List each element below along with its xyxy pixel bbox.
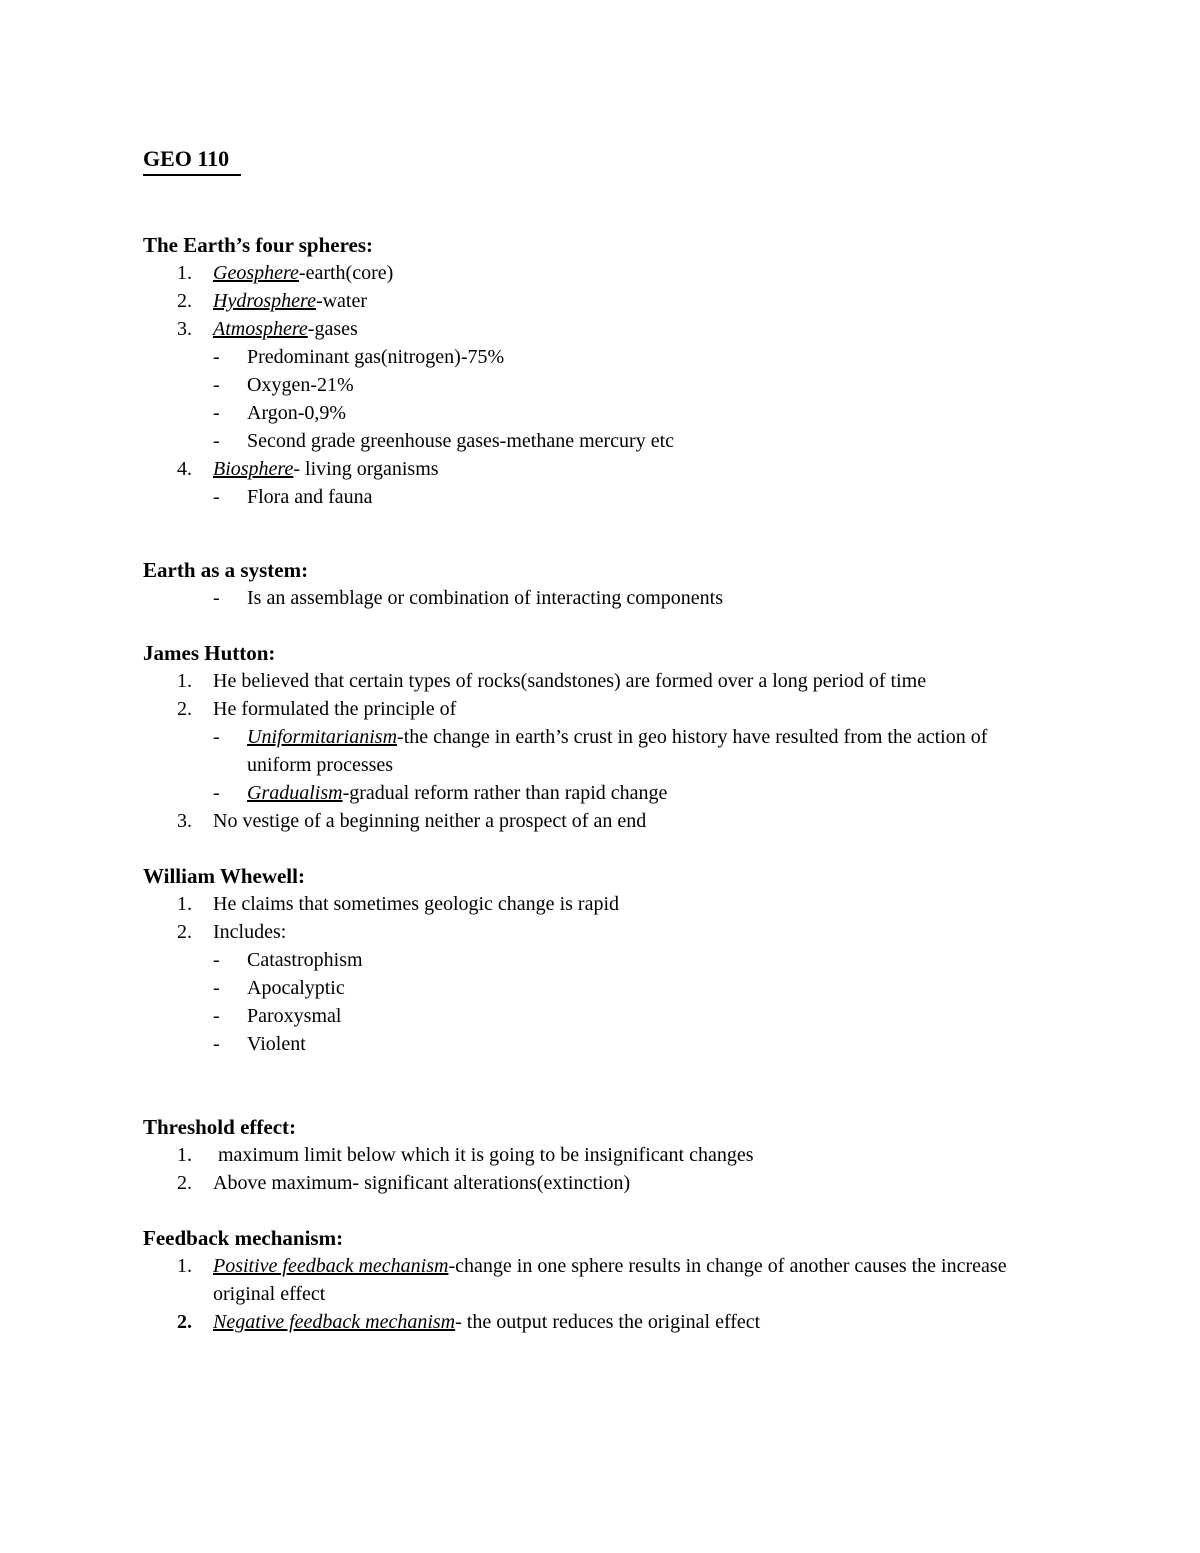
list-marker: 2. — [177, 698, 192, 720]
list-item — [143, 779, 1053, 807]
list-item — [143, 315, 1053, 343]
list-item-text — [247, 1030, 1053, 1058]
item-text: No vestige of a beginning neither a prospect of an end — [213, 810, 647, 832]
list-item-text — [247, 779, 1053, 807]
section-earth-four-spheres — [143, 231, 1053, 511]
list-item-text — [247, 1002, 1053, 1030]
item-text: Predominant gas(nitrogen)-75% — [247, 346, 505, 368]
section-heading: Feedback mechanism: — [143, 1226, 344, 1250]
list-marker: - — [213, 977, 220, 999]
section-earth-as-a-system — [143, 556, 1053, 612]
list-item-text — [213, 1308, 1053, 1336]
term-geosphere: Geosphere — [213, 262, 299, 284]
item-text: - living organisms — [293, 458, 439, 480]
list-item-text — [247, 343, 1053, 371]
list-marker: 2. — [177, 1172, 192, 1194]
list-marker: 3. — [177, 318, 192, 340]
list-item-text — [247, 974, 1053, 1002]
list-item-text — [213, 315, 1053, 343]
item-text: He formulated the principle of — [213, 698, 457, 720]
list-item-text — [213, 918, 1053, 946]
list-marker: 2. — [177, 290, 192, 312]
page-title-text: GEO 110 — [143, 145, 241, 176]
term-positive-feedback-mechanism: Positive feedback mechanism — [213, 1255, 449, 1277]
section-feedback-mechanism — [143, 1224, 1053, 1336]
list-item — [143, 1002, 1053, 1030]
list-item — [143, 1169, 1053, 1197]
section-heading: James Hutton: — [143, 641, 276, 665]
section-heading: The Earth’s four spheres: — [143, 233, 374, 257]
list-item — [143, 918, 1053, 946]
list-marker: - — [213, 346, 220, 368]
list-item-text — [213, 807, 1053, 835]
item-text: Is an assemblage or combination of interacting components — [247, 587, 723, 609]
term-uniformitarianism: Uniformitarianism — [247, 726, 398, 748]
item-text: -the change in earth’s crust in geo history have resulted from the action of uniform processes — [247, 726, 988, 776]
list-marker: - — [213, 1005, 220, 1027]
list-marker: - — [213, 726, 220, 748]
item-text: -gradual reform rather than rapid change — [342, 782, 668, 804]
list-marker: - — [213, 486, 220, 508]
item-text: Flora and fauna — [247, 486, 373, 508]
item-text: Includes: — [213, 921, 287, 943]
list-marker: 2. — [177, 1311, 192, 1333]
list-item — [143, 427, 1053, 455]
list-item-text — [247, 584, 1053, 612]
list-item — [143, 343, 1053, 371]
list-marker: - — [213, 374, 220, 396]
list-marker: 1. — [177, 893, 192, 915]
item-text: Catastrophism — [247, 949, 363, 971]
list-item — [143, 890, 1053, 918]
list-item — [143, 483, 1053, 511]
section-threshold-effect — [143, 1113, 1053, 1197]
list-item — [143, 946, 1053, 974]
list-item — [143, 584, 1053, 612]
item-text: Above maximum- significant alterations(extinction) — [213, 1172, 631, 1194]
list-marker: - — [213, 949, 220, 971]
list-item-text — [213, 1169, 1053, 1197]
item-text: Oxygen-21% — [247, 374, 354, 396]
term-biosphere: Biosphere — [213, 458, 294, 480]
item-text: maximum limit below which it is going to be insignificant changes — [213, 1144, 754, 1166]
item-text: - the output reduces the original effect — [455, 1311, 761, 1333]
item-text: Violent — [247, 1033, 306, 1055]
list-item — [143, 1030, 1053, 1058]
list-item-text — [213, 667, 1053, 695]
list-marker: - — [213, 402, 220, 424]
list-item — [143, 1252, 1053, 1308]
list-marker: - — [213, 782, 220, 804]
item-text: -earth(core) — [298, 262, 394, 284]
list-marker: 1. — [177, 1255, 192, 1277]
item-text: Second grade greenhouse gases-methane mercury etc — [247, 430, 675, 452]
list-item — [143, 1308, 1053, 1336]
list-item — [143, 974, 1053, 1002]
list-marker: - — [213, 430, 220, 452]
term-gradualism: Gradualism — [247, 782, 343, 804]
term-atmosphere: Atmosphere — [213, 318, 308, 340]
page-title — [143, 145, 1053, 176]
list-item-text — [213, 890, 1053, 918]
list-item — [143, 807, 1053, 835]
item-text: Apocalyptic — [247, 977, 345, 999]
list-item — [143, 455, 1053, 483]
list-marker: 1. — [177, 262, 192, 284]
list-item — [143, 287, 1053, 315]
list-marker: 2. — [177, 921, 192, 943]
list-item-text — [213, 287, 1053, 315]
list-item — [143, 723, 1053, 779]
item-text: He believed that certain types of rocks(sandstones) are formed over a long period of time — [213, 670, 927, 692]
section-heading: Threshold effect: — [143, 1115, 296, 1139]
list-item-text — [213, 455, 1053, 483]
list-item-text — [247, 723, 1053, 779]
list-item-text — [213, 1252, 1053, 1308]
list-item — [143, 1141, 1053, 1169]
item-text: He claims that sometimes geologic change is rapid — [213, 893, 619, 915]
list-item-text — [247, 483, 1053, 511]
list-marker: - — [213, 1033, 220, 1055]
term-negative-feedback-mechanism: Negative feedback mechanism — [213, 1311, 456, 1333]
list-item — [143, 371, 1053, 399]
section-william-whewell — [143, 862, 1053, 1058]
item-text: -change in one sphere results in change of another causes the increase original effect — [213, 1255, 1007, 1305]
section-james-hutton — [143, 639, 1053, 835]
item-text: Argon-0,9% — [247, 402, 347, 424]
item-text: Paroxysmal — [247, 1005, 342, 1027]
list-marker: 3. — [177, 810, 192, 832]
item-text: -gases — [307, 318, 358, 340]
list-item-text — [247, 946, 1053, 974]
list-item-text — [213, 259, 1053, 287]
section-heading: William Whewell: — [143, 864, 305, 888]
list-item-text — [247, 371, 1053, 399]
list-item — [143, 695, 1053, 723]
section-heading: Earth as a system: — [143, 558, 309, 582]
list-marker: 1. — [177, 1144, 192, 1166]
list-item — [143, 259, 1053, 287]
list-item-text — [213, 1141, 1053, 1169]
list-marker: 1. — [177, 670, 192, 692]
list-item-text — [247, 427, 1053, 455]
list-item-text — [213, 695, 1053, 723]
list-item — [143, 667, 1053, 695]
list-item-text — [247, 399, 1053, 427]
item-text: -water — [315, 290, 368, 312]
list-marker: - — [213, 587, 220, 609]
term-hydrosphere: Hydrosphere — [213, 290, 316, 312]
list-marker: 4. — [177, 458, 192, 480]
list-item — [143, 399, 1053, 427]
